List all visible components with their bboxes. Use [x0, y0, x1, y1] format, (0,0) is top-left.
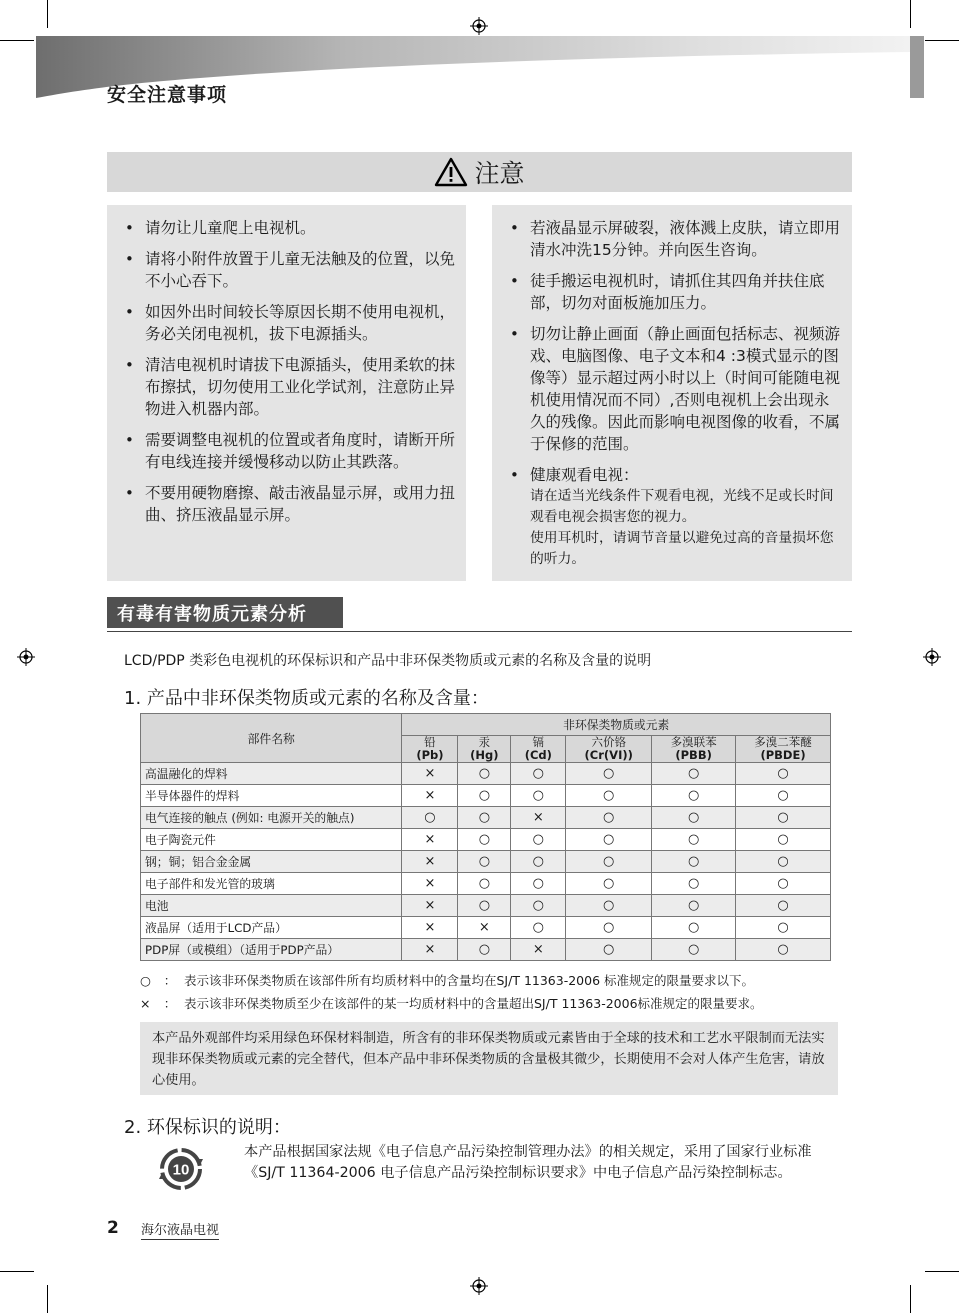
substance-group-header: 非环保类物质或元素 [402, 714, 831, 736]
substance-mark-cell: ○ [458, 895, 511, 917]
table-row [141, 763, 831, 785]
substance-mark-cell: ○ [458, 807, 511, 829]
substance-mark-cell: ○ [566, 785, 652, 807]
substance-mark-cell: × [402, 785, 458, 807]
substance-mark-cell: × [511, 939, 566, 961]
substance-table [140, 713, 831, 961]
substance-mark-cell: ○ [566, 917, 652, 939]
caution-panel-left [107, 205, 466, 581]
element-name: 镉 [532, 735, 545, 749]
caution-banner [107, 152, 852, 192]
element-header [511, 736, 566, 763]
substance-mark-cell: ○ [736, 895, 831, 917]
crop-mark [0, 1271, 34, 1272]
substance-mark-cell: ○ [458, 829, 511, 851]
legend-cross [140, 994, 763, 1012]
element-name: 多溴二苯醚 [754, 735, 812, 749]
legend-text: 表示该非环保类物质在该部件所有均质材料中的含量均在SJ/T 11363-2006 标准规定的限量要求以下。 [184, 973, 755, 988]
logo-number: 10 [172, 1161, 190, 1179]
substance-mark-cell: ○ [402, 807, 458, 829]
element-name: 汞 [478, 735, 491, 749]
part-name-cell: 半导体器件的焊料 [141, 785, 402, 807]
legend-circle [140, 971, 754, 989]
substance-mark-cell: × [458, 917, 511, 939]
substance-mark-cell: ○ [736, 939, 831, 961]
element-header [736, 736, 831, 763]
substance-mark-cell: ○ [566, 873, 652, 895]
crop-mark [910, 1285, 911, 1313]
substance-mark-cell: ○ [652, 829, 736, 851]
list-item: • 如因外出时间较长等原因长期不使用电视机，务必关闭电视机，拔下电源插头。 [125, 303, 456, 343]
substance-mark-cell: ○ [652, 917, 736, 939]
section-divider [107, 631, 852, 632]
caution-title: 注意 [474, 159, 525, 188]
substance-mark-cell: ○ [458, 785, 511, 807]
warning-icon [434, 157, 468, 187]
list-item: • 请勿让儿童爬上电视机。 [125, 219, 316, 237]
element-symbol: (PBDE) [760, 748, 806, 762]
element-symbol: (Hg) [470, 748, 499, 762]
substance-mark-cell: ○ [652, 851, 736, 873]
part-name-cell: 电子陶瓷元件 [141, 829, 402, 851]
list-item: • 徒手搬运电视机时，请抓住其四角并扶住底部，切勿对面板施加压力。 [510, 272, 825, 312]
substance-mark-cell: ○ [652, 939, 736, 961]
substance-mark-cell: ○ [736, 829, 831, 851]
substance-mark-cell: ○ [736, 785, 831, 807]
substance-mark-cell: × [402, 873, 458, 895]
legend-symbol: ○ [140, 973, 151, 988]
table-row [141, 785, 831, 807]
element-header [652, 736, 736, 763]
list-item: • 请将小附件放置于儿童无法触及的位置，以免不小心吞下。 [125, 250, 456, 290]
element-header [402, 736, 458, 763]
footer-brand: 海尔液晶电视 [141, 1219, 219, 1240]
legend-text: 表示该非环保类物质至少在该部件的某一均质材料中的含量超出SJ/T 11363-2006标准规定的限量要求。 [184, 996, 763, 1011]
page-number: 2 [107, 1218, 119, 1238]
substance-mark-cell: ○ [566, 895, 652, 917]
element-symbol: (Cr(VI)) [584, 748, 633, 762]
element-symbol: (Cd) [524, 748, 552, 762]
substance-mark-cell: ○ [736, 873, 831, 895]
list-item: • 切勿让静止画面（静止画面包括标志、视频游戏、电脑图像、电子文本和4 :3模式显示的图像等）显示超过两小时以上（时间可能随电视机使用情况而不同）,否则电视机上会出现永久的残像。因此而影响电视图像的收看，不属于保修的范围。 [510, 325, 841, 453]
list-item: • 健康观看电视： 请在适当光线条件下观看电视，光线不足或长时间观看电视会损害您的视力。 使用耳机时，请调节音量以避免过高的音量损坏您的听力。 [510, 464, 844, 570]
substance-mark-cell: ○ [511, 895, 566, 917]
part-name-header: 部件名称 [141, 714, 402, 763]
part-name-cell: 电池 [141, 895, 402, 917]
caution-list-left [125, 217, 458, 526]
substance-mark-cell: ○ [511, 829, 566, 851]
part-name-cell: 液晶屏（适用于LCD产品） [141, 917, 402, 939]
section-intro: LCD/PDP 类彩色电视机的环保标识和产品中非环保类物质或元素的名称及含量的说明 [124, 653, 652, 669]
table-row [141, 939, 831, 961]
substance-mark-cell: × [402, 917, 458, 939]
substance-mark-cell: ○ [511, 873, 566, 895]
substance-mark-cell: ○ [511, 851, 566, 873]
element-name: 铅 [424, 735, 436, 749]
substance-mark-cell: ○ [458, 939, 511, 961]
part-name-cell: 电子部件和发光管的玻璃 [141, 873, 402, 895]
part-name-cell: PDP屏（或模组）（适用于PDP产品） [141, 939, 402, 961]
substance-mark-cell: ○ [458, 851, 511, 873]
substance-mark-cell: ○ [511, 785, 566, 807]
substance-mark-cell: ○ [566, 939, 652, 961]
caution-panel-right [492, 205, 852, 581]
table-body [141, 763, 831, 961]
list-item: • 清洁电视机时请拔下电源插头，使用柔软的抹布擦拭，切勿使用工业化学试剂，注意防止异物进入机器内部。 [125, 356, 456, 418]
environmental-protection-logo-icon [157, 1145, 205, 1193]
element-name: 多溴联苯 [670, 735, 717, 749]
registration-mark-icon [17, 648, 35, 666]
substance-mark-cell: ○ [652, 807, 736, 829]
table-row [141, 873, 831, 895]
element-symbol: (Pb) [416, 748, 444, 762]
list-item-detail: 请在适当光线条件下观看电视，光线不足或长时间观看电视会损害您的视力。 [530, 488, 834, 525]
page-header-title: 安全注意事项 [107, 84, 228, 106]
subsection-title-1: 1. 产品中非环保类物质或元素的名称及含量： [124, 688, 489, 709]
substance-mark-cell: ○ [736, 917, 831, 939]
substance-mark-cell: × [402, 829, 458, 851]
substance-mark-cell: ○ [736, 763, 831, 785]
substance-mark-cell: ○ [566, 807, 652, 829]
substance-mark-cell: ○ [736, 851, 831, 873]
element-header [458, 736, 511, 763]
part-name-cell: 钢；铜；铝合金金属 [141, 851, 402, 873]
crop-mark [925, 1271, 959, 1272]
element-symbol: (PBB) [675, 748, 712, 762]
substance-mark-cell: × [511, 807, 566, 829]
substance-mark-cell: ○ [566, 829, 652, 851]
substance-mark-cell: ○ [652, 763, 736, 785]
substance-mark-cell: ○ [566, 763, 652, 785]
substance-mark-cell: ○ [652, 895, 736, 917]
legend-symbol: × [140, 996, 151, 1011]
substance-mark-cell: ○ [511, 763, 566, 785]
element-header [566, 736, 652, 763]
element-name: 六价铬 [591, 735, 626, 749]
list-item: • 若液晶显示屏破裂，液体溅上皮肤，请立即用清水冲洗15分钟。并向医生咨询。 [510, 219, 841, 259]
subsection-title-2: 2. 环保标识的说明： [124, 1117, 291, 1138]
substance-mark-cell: × [402, 895, 458, 917]
substance-mark-cell: × [402, 763, 458, 785]
part-name-cell: 电气连接的触点 (例如: 电源开关的触点) [141, 807, 402, 829]
substance-mark-cell: ○ [458, 873, 511, 895]
note-box: 本产品外观部件均采用绿色环保材料制造，所含有的非环保类物质或元素皆由于全球的技术和工艺水平限制而无法实现非环保类物质或元素的完全替代，但本产品中非环保类物质的含量极其微少，长期使用不会对人体产生危害，请放心使用。 [140, 1022, 838, 1095]
list-item-detail: 使用耳机时，请调节音量以避免过高的音量损坏您的听力。 [530, 530, 834, 567]
table-row [141, 895, 831, 917]
registration-mark-icon [470, 1277, 488, 1295]
table-row [141, 851, 831, 873]
caution-list-right [510, 217, 844, 570]
crop-mark [47, 1285, 48, 1313]
list-item: • 不要用硬物磨擦、敲击液晶显示屏，或用力扭曲、挤压液晶显示屏。 [125, 484, 456, 524]
table-row [141, 829, 831, 851]
table-row [141, 917, 831, 939]
legend-colon: ： [163, 996, 177, 1011]
registration-mark-icon [923, 648, 941, 666]
logo-description: 本产品根据国家法规《电子信息产品污染控制管理办法》的相关规定，采用了国家行业标准《SJ/T 11364-2006 电子信息产品污染控制标识要求》中电子信息产品污染控制标志。 [244, 1144, 812, 1181]
section-title: 有毒有害物质元素分析 [107, 597, 343, 628]
part-name-cell: 高温融化的焊料 [141, 763, 402, 785]
substance-mark-cell: ○ [566, 851, 652, 873]
table-row [141, 807, 831, 829]
substance-mark-cell: ○ [736, 807, 831, 829]
substance-mark-cell: ○ [652, 873, 736, 895]
substance-mark-cell: ○ [652, 785, 736, 807]
substance-mark-cell: × [402, 851, 458, 873]
legend-colon: ： [163, 973, 177, 988]
substance-mark-cell: ○ [458, 763, 511, 785]
substance-mark-cell: ○ [511, 917, 566, 939]
list-item: • 需要调整电视机的位置或者角度时，请断开所有电线连接并缓慢移动以防止其跌落。 [125, 431, 456, 471]
substance-mark-cell: × [402, 939, 458, 961]
